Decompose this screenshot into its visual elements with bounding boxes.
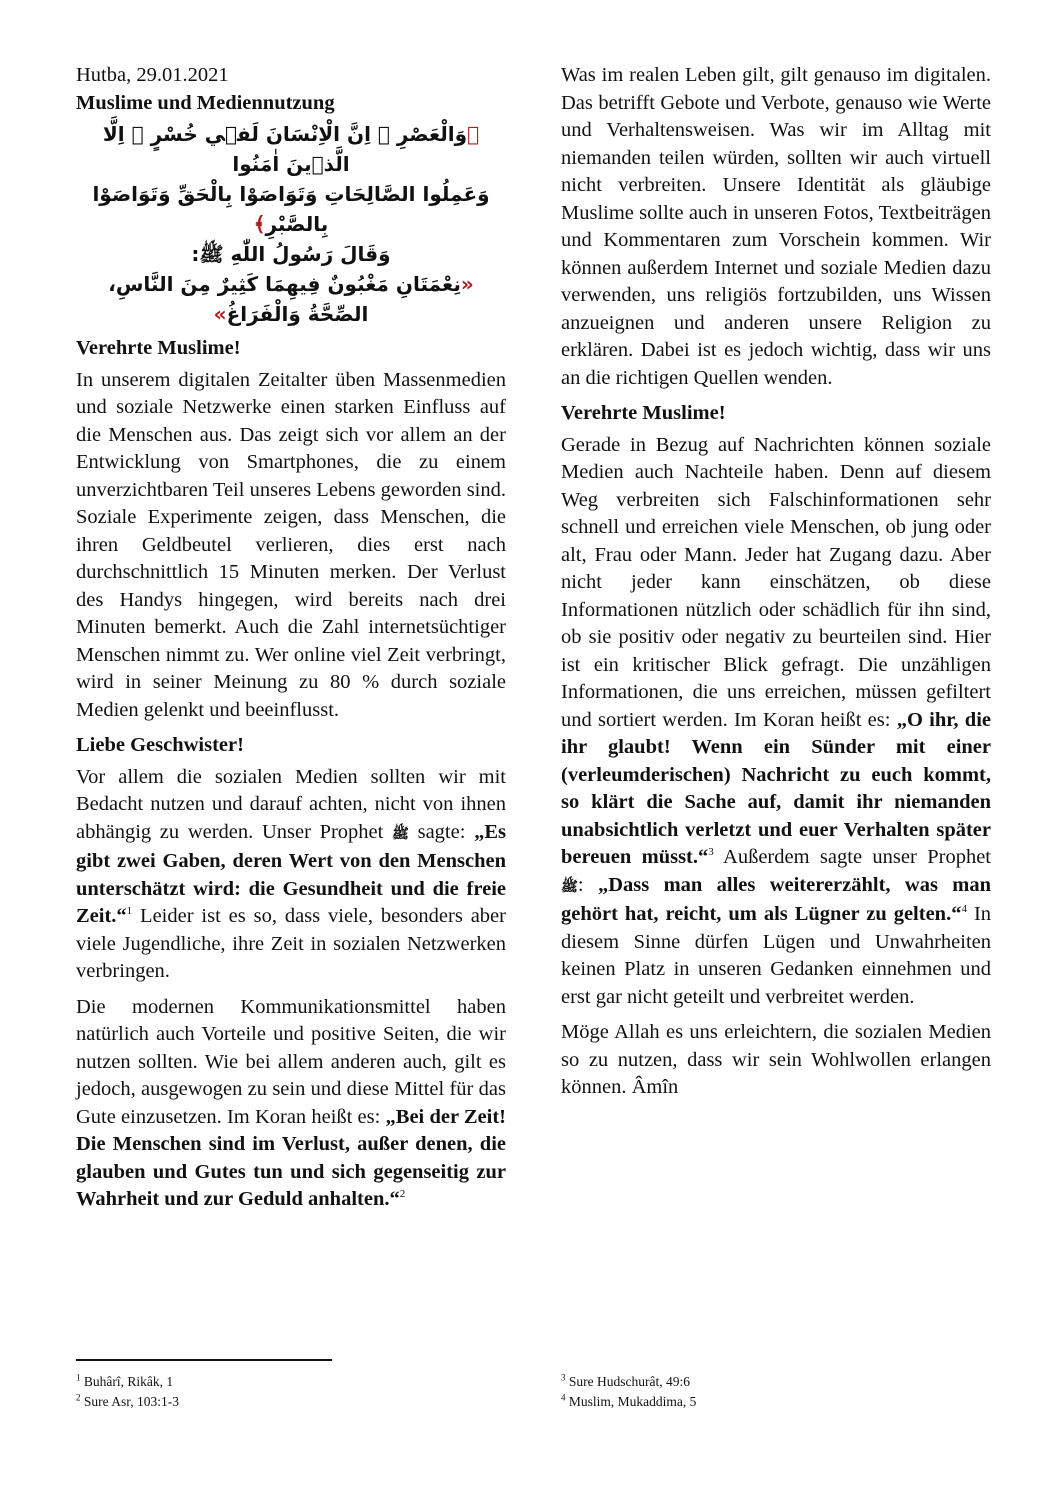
- closing-paragraph: Möge Allah es uns erleichtern, die sozialen Medien so zu nutzen, dass wir sein Wohlwollen erlangen können. Âmîn: [561, 1021, 991, 1098]
- paragraph: In unserem digitalen Zeitalter üben Massenmedien und soziale Netzwerke einen starken Einfluss auf die Menschen aus. Das zeigt sich vor allem an der Entwicklung von Smartphones, die zu einem unverzichtbaren Teil unseres Lebens geworden sind. Soziale Experimente zeigen, dass Menschen, die ihren Geldbeutel verlieren, dies erst nach durchschnittlich 15 Minuten merken. Der Verlust des Handys hingegen, wird bereits nach drei Minuten bemerkt. Auch die Zahl internetsüchtiger Menschen nimmt zu. Wer online viel Zeit verbringt, wird in seiner Meinung zu 80 % durch soziale Medien gelenkt und beeinflusst.: [76, 368, 506, 721]
- hadith-open-bracket: «: [460, 272, 474, 296]
- footnote-ref: 2: [399, 1188, 406, 1201]
- footnotes-left: [76, 1372, 179, 1412]
- arabic-hadith-intro: وَقَالَ رَسُولُ اللّٰهِ ﷺ:: [191, 242, 391, 266]
- paragraph: Was im realen Leben gilt, gilt genauso im digitalen. Das betrifft Gebote und Verbote, genauso wie Werte und Verhaltensweisen. Was wir im Alltag mit niemanden teilen würden, sollten wir auch virtuell nicht verbreiten. Unsere Identität als gläubige Muslime sollte auch in unseren Fotos, Textbeiträgen und Kommentaren zum Vorschein kommen. Wir können außerdem Internet und soziale Medien dazu verwenden, uns religiös fortzubilden, uns Wissen anzueignen und anderen unsere Religion zu erklären. Dabei ist es jedoch wichtig, dass wir uns an die richtigen Quellen wenden.: [561, 64, 991, 389]
- footnote: $^1$ Buhârî, Rikâk, 1: [76, 1372, 174, 1389]
- paragraph: Gerade in Bezug auf Nachrichten können soziale Medien auch Nachteile haben. Denn auf diesem Weg verbreiten sich Falschinformationen sehr schnell und erreichen viele Menschen, ob jung oder alt, Frau oder Mann. Jeder hat Zugang dazu. Aber nicht jeder kann einschätzen, ob diese Informationen nützlich oder schädlich für ihn sind, ob sie positiv oder negativ zu beurteilen sind. Hier ist ein kritischer Blick gefragt. Die unzähligen Informationen, die uns erreichen, müssen gefiltert und sortiert werden. Im Koran heißt es: „O ihr, die ihr glaubt! Wenn ein Sünder mit einer (verleumderischen) Nachricht zu euch kommt, so klärt die Sache auf, damit ihr niemanden unabsichtlich verletzt und euer Verhalten später bereuen müsst.“$^3$ Außerdem sagte unser Prophet ﷺ: „Dass man alles weitererzählt, was man gehört hat, reicht, um als Lügner zu gelten.“$^4$ In diesem Sinne dürfen Lügen und Unwahrheiten keinen Platz in unseren Gedanken einnehmen und erst gar nicht geteilt und verbreitet werden.: [561, 433, 992, 1008]
- paragraph: Vor allem die sozialen Medien sollten wir mit Bedacht nutzen und darauf achten, nicht von ihnen abhängig zu werden. Unser Prophet ﷺ sagte: „Es gibt zwei Gaben, deren Wert von den Menschen unterschätzt wird: die Gesundheit und die freie Zeit.“$^1$ Leider ist es so, dass viele, besonders aber viele Jugendliche, ihre Zeit in sozialen Netzwerken verbringen.: [76, 765, 507, 982]
- footnote-ref: 3: [708, 846, 714, 859]
- paragraph: Die modernen Kommunikationsmittel haben natürlich auch Vorteile und positive Seiten, die wir nutzen sollten. Wie bei allem anderen auch, gilt es jedoch, ausgewogen zu sein und diese Mittel für das Gute einzusetzen. Im Koran heißt es: „Bei der Zeit! Die Menschen sind im Verlust, außer denen, die glauben und Gutes tun und sich gegenseitig zur Wahrheit und zur Geduld anhalten.“$^2$: [76, 995, 506, 1210]
- section-heading: Verehrte Muslime!: [561, 402, 726, 424]
- footnote-ref: 1: [126, 905, 133, 918]
- salawat-symbol-icon: ﷺ: [561, 878, 578, 895]
- arabic-verse-line-2: وَعَمِلُوا الصَّالِحَاتِ وَتَوَاصَوْا بِالْحَقِّ وَتَوَاصَوْا بِالصَّبْرِ﴾: [92, 182, 490, 236]
- verse-open-bracket: ﴿: [467, 122, 480, 146]
- footnote-divider: [76, 1359, 332, 1361]
- hadith-close-bracket: »: [213, 302, 227, 326]
- arabic-verse-line-1: ﴿وَالْعَصْرِ ۞ اِنَّ الْاِنْسَانَ لَفٖي خُسْرٍ ۞ اِلَّا الَّذٖينَ اٰمَنُوا: [102, 122, 480, 176]
- footnote: $^3$ Sure Hudschurât, 49:6: [561, 1372, 690, 1389]
- footnote: $^4$ Muslim, Mukaddima, 5: [561, 1392, 697, 1409]
- arabic-verse: [76, 119, 506, 329]
- arabic-hadith: «نِعْمَتَانِ مَغْبُونٌ فِيهِمَا كَثِيرٌ مِنَ النَّاسِ، الصِّحَّةُ وَالْفَرَاغُ»: [108, 272, 474, 326]
- right-column: [561, 62, 991, 1110]
- hadith-quote: „Dass man alles weitererzählt, was man gehört hat, reicht, um als Lügner zu gelten.“: [561, 873, 991, 925]
- verse-close-bracket: ﴾: [253, 212, 266, 236]
- section-heading: Liebe Geschwister!: [76, 734, 244, 756]
- footnote: $^2$ Sure Asr, 103:1-3: [76, 1392, 179, 1409]
- section-heading: Verehrte Muslime!: [76, 337, 241, 359]
- quran-quote: „O ihr, die ihr glaubt! Wenn ein Sünder mit einer (verleumderischen) Nachricht zu euch kommt, so klärt die Sache auf, damit ihr niemanden unabsichtlich verletzt und euer Verhalten später bereuen müsst.“: [561, 708, 991, 868]
- document-title: Muslime und Mediennutzung: [76, 91, 335, 114]
- left-column: [76, 62, 506, 1222]
- quran-quote: „Bei der Zeit! Die Menschen sind im Verlust, außer denen, die glauben und Gutes tun und sich gegenseitig zur Wahrheit und zur Geduld anhalten.“: [76, 1105, 506, 1210]
- date-line: Hutba, 29.01.2021: [76, 64, 229, 86]
- salawat-symbol-icon: ﷺ: [392, 825, 409, 842]
- hadith-quote: „Es gibt zwei Gaben, deren Wert von den Menschen unterschätzt wird: die Gesundheit und die freie Zeit.“: [76, 820, 507, 927]
- footnotes-right: [561, 1372, 696, 1412]
- footnote-ref: 4: [961, 903, 967, 916]
